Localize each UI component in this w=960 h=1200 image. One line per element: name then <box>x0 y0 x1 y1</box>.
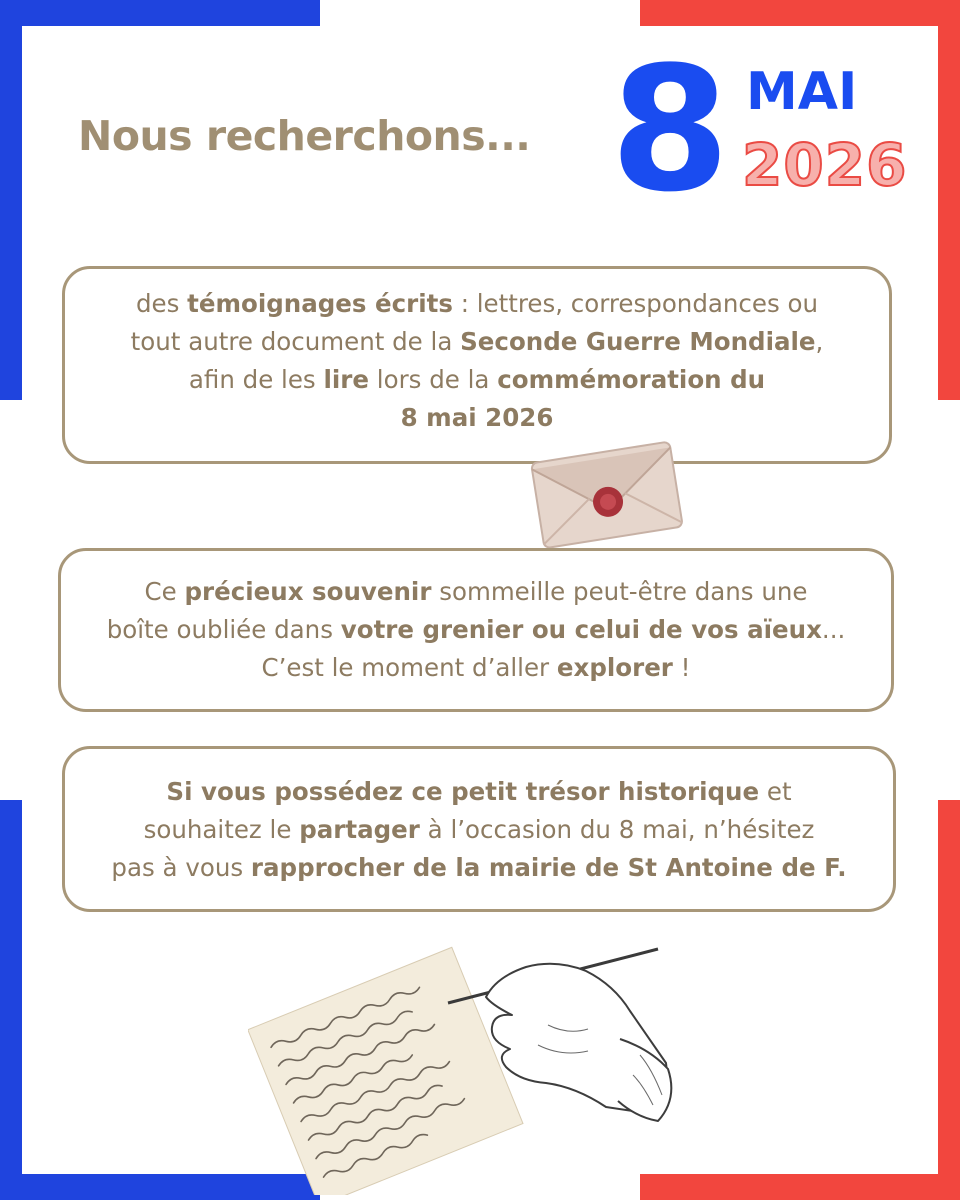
box1-line-4: 8 mai 2026 <box>400 403 554 432</box>
sealed-envelope-icon <box>526 424 686 554</box>
hand-writing-letter-illustration <box>248 935 688 1195</box>
info-box-souvenir <box>58 548 894 712</box>
date-day: 8 <box>610 29 726 230</box>
box2-line-3: C’est le moment d’aller explorer ! <box>261 653 691 682</box>
box1-line-2: tout autre document de la Seconde Guerre Mondiale, <box>130 327 824 356</box>
red-bar-right-bottom <box>938 800 960 1200</box>
date-month: MAI <box>746 62 858 122</box>
box2-line-2: boîte oubliée dans votre grenier ou celui de vos aïeux... <box>106 615 846 644</box>
red-bar-right-top <box>938 0 960 400</box>
box2-line-1: Ce précieux souvenir sommeille peut-être dans une <box>144 577 808 606</box>
box3-line-1: Si vous possédez ce petit trésor historique et <box>166 777 792 806</box>
red-bar-top <box>640 0 960 26</box>
box3-line-2: souhaitez le partager à l’occasion du 8 mai, n’hésitez <box>143 815 815 844</box>
blue-bar-top <box>0 0 320 26</box>
red-bar-bottom <box>640 1174 960 1200</box>
blue-bar-left-bottom <box>0 800 22 1200</box>
date-year: 2026 <box>742 131 908 199</box>
blue-bar-left-top <box>0 0 22 400</box>
info-box-testimonies <box>62 266 892 464</box>
page-heading: Nous recherchons... <box>78 112 531 160</box>
box3-line-3: pas à vous rapprocher de la mairie de St Antoine de F. <box>111 853 847 882</box>
info-box-contact <box>62 746 896 912</box>
box1-line-1: des témoignages écrits : lettres, correspondances ou <box>135 289 819 318</box>
box1-line-3: afin de les lire lors de la commémoration du <box>188 365 766 394</box>
